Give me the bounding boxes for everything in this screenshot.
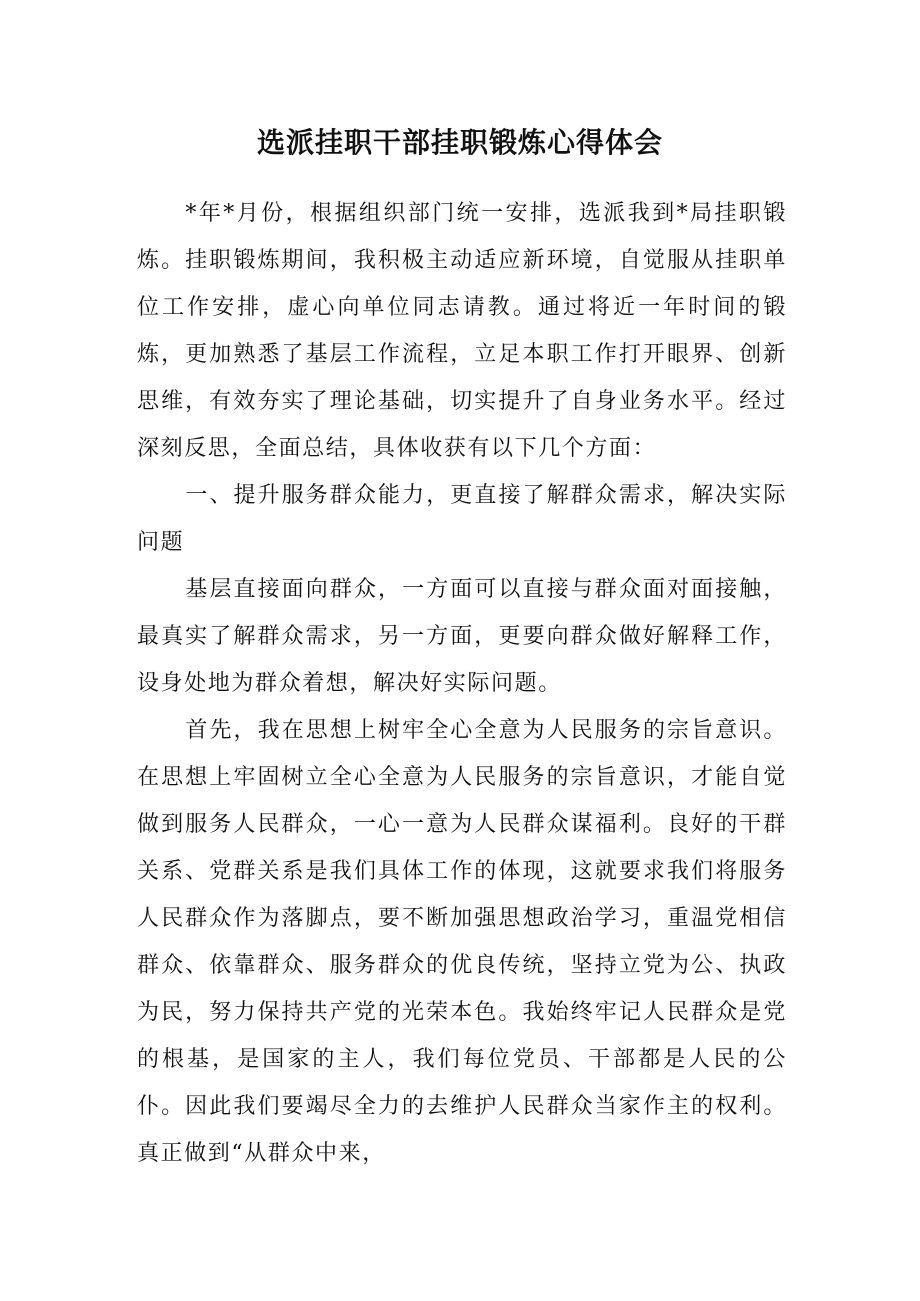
document-body <box>137 190 787 1177</box>
section-1-paragraph-2: 首先，我在思想上树牢全心全意为人民服务的宗旨意识。在思想上牢固树立全心全意为人民服务的宗旨意识，才能自觉做到服务人民群众，一心一意为人民群众谋福利。良好的干群关系、党群关系是我们具体工作的体现，这就要求我们将服务人民群众作为落脚点，要不断加强思想政治学习，重温党相信群众、依靠群众、服务群众的优良传统，坚持立党为公、执政为民，努力保持共产党的光荣本色。我始终牢记人民群众是党的根基，是国家的主人，我们每位党员、干部都是人民的公仆。因此我们要竭尽全力的去维护人民群众当家作主的权利。真正做到“从群众中来， <box>137 718 787 1166</box>
section-1-paragraph-1: 基层直接面向群众，一方面可以直接与群众面对面接触，最真实了解群众需求，另一方面，更要向群众做好解释工作，设身处地为群众着想，解决好实际问题。 <box>137 577 787 696</box>
section-heading-1: 一、提升服务群众能力，更直接了解群众需求，解决实际问题 <box>137 483 787 555</box>
document-title: 选派挂职干部挂职锻炼心得体会 <box>256 126 663 159</box>
intro-paragraph: *年*月份，根据组织部门统一安排，选派我到*局挂职锻炼。挂职锻炼期间，我积极主动适应新环境，自觉服从挂职单位工作安排，虚心向单位同志请教。通过将近一年时间的锻炼，更加熟悉了基层工作流程，立足本职工作打开眼界、创新思维，有效夯实了理论基础，切实提升了自身业务水平。经过深刻反思，全面总结，具体收获有以下几个方面： <box>137 201 787 461</box>
